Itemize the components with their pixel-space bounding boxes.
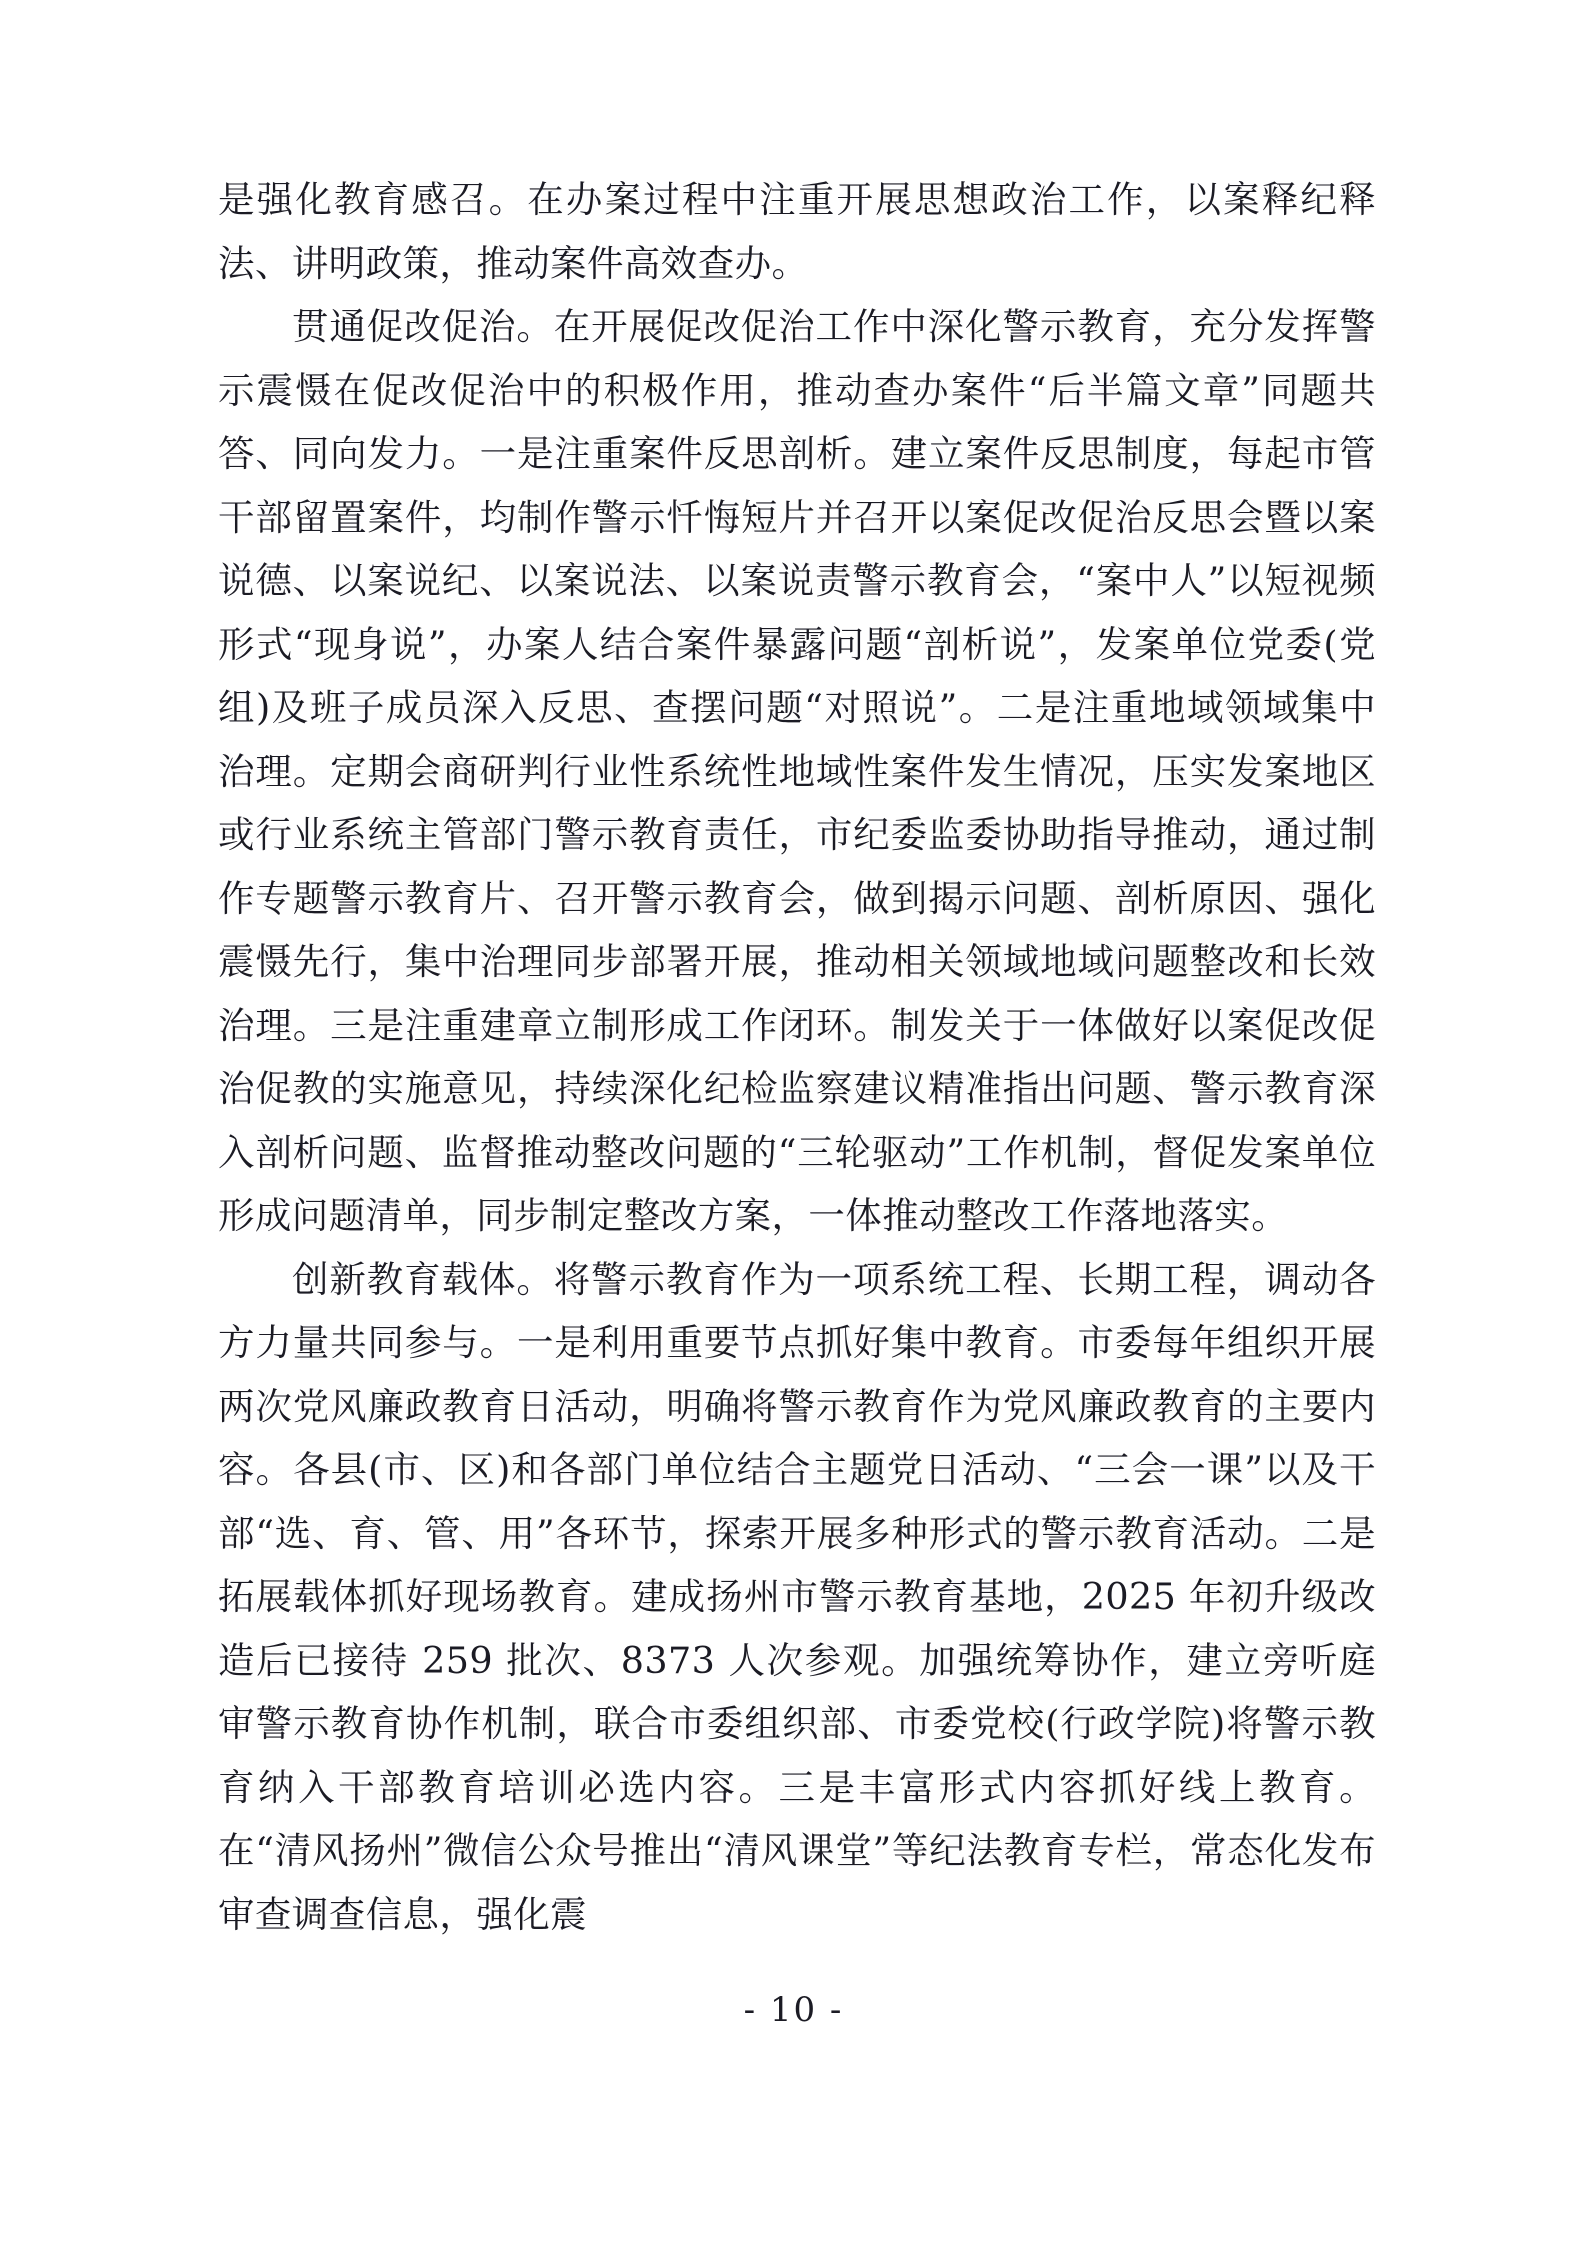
paragraph-2: 贯通促改促治。在开展促改促治工作中深化警示教育，充分发挥警示震慑在促改促治中的积极作用，推动查办案件“后半篇文章”同题共答、同向发力。一是注重案件反思剖析。建立案件反思制度，每起市管干部留置案件，均制作警示忏悔短片并召开以案促改促治反思会暨以案说德、以案说纪、以案说法、以案说责警示教育会，“案中人”以短视频形式“现身说”，办案人结合案件暴露问题“剖析说”，发案单位党委(党组)及班子成员深入反思、查摆问题“对照说”。二是注重地域领域集中治理。定期会商研判行业性系统性地域性案件发生情况，压实发案地区或行业系统主管部门警示教育责任，市纪委监委协助指导推动，通过制作专题警示教育片、召开警示教育会，做到揭示问题、剖析原因、强化震慑先行，集中治理同步部署开展，推动相关领域地域问题整改和长效治理。三是注重建章立制形成工作闭环。制发关于一体做好以案促改促治促教的实施意见，持续深化纪检监察建议精准指出问题、警示教育深入剖析问题、监督推动整改问题的“三轮驱动”工作机制，督促发案单位形成问题清单，同步制定整改方案，一体推动整改工作落地落实。 <box>218 305 1376 1237</box>
paragraph-1: 是强化教育感召。在办案过程中注重开展思想政治工作，以案释纪释法、讲明政策，推动案件高效查办。 <box>218 178 1376 285</box>
page-number: - 10 - <box>743 1990 844 2030</box>
page-body <box>218 168 1376 1946</box>
paragraph-3: 创新教育载体。将警示教育作为一项系统工程、长期工程，调动各方力量共同参与。一是利用重要节点抓好集中教育。市委每年组织开展两次党风廉政教育日活动，明确将警示教育作为党风廉政教育的主要内容。各县(市、区)和各部门单位结合主题党日活动、“三会一课”以及干部“选、育、管、用”各环节，探索开展多种形式的警示教育活动。二是拓展载体抓好现场教育。建成扬州市警示教育基地，2025 年初升级改造后已接待 259 批次、8373 人次参观。加强统筹协作，建立旁听庭审警示教育协作机制，联合市委组织部、市委党校(行政学院)将警示教育纳入干部教育培训必选内容。三是丰富形式内容抓好线上教育。在“清风扬州”微信公众号推出“清风课堂”等纪法教育专栏，常态化发布审查调查信息，强化震 <box>218 1257 1376 1936</box>
